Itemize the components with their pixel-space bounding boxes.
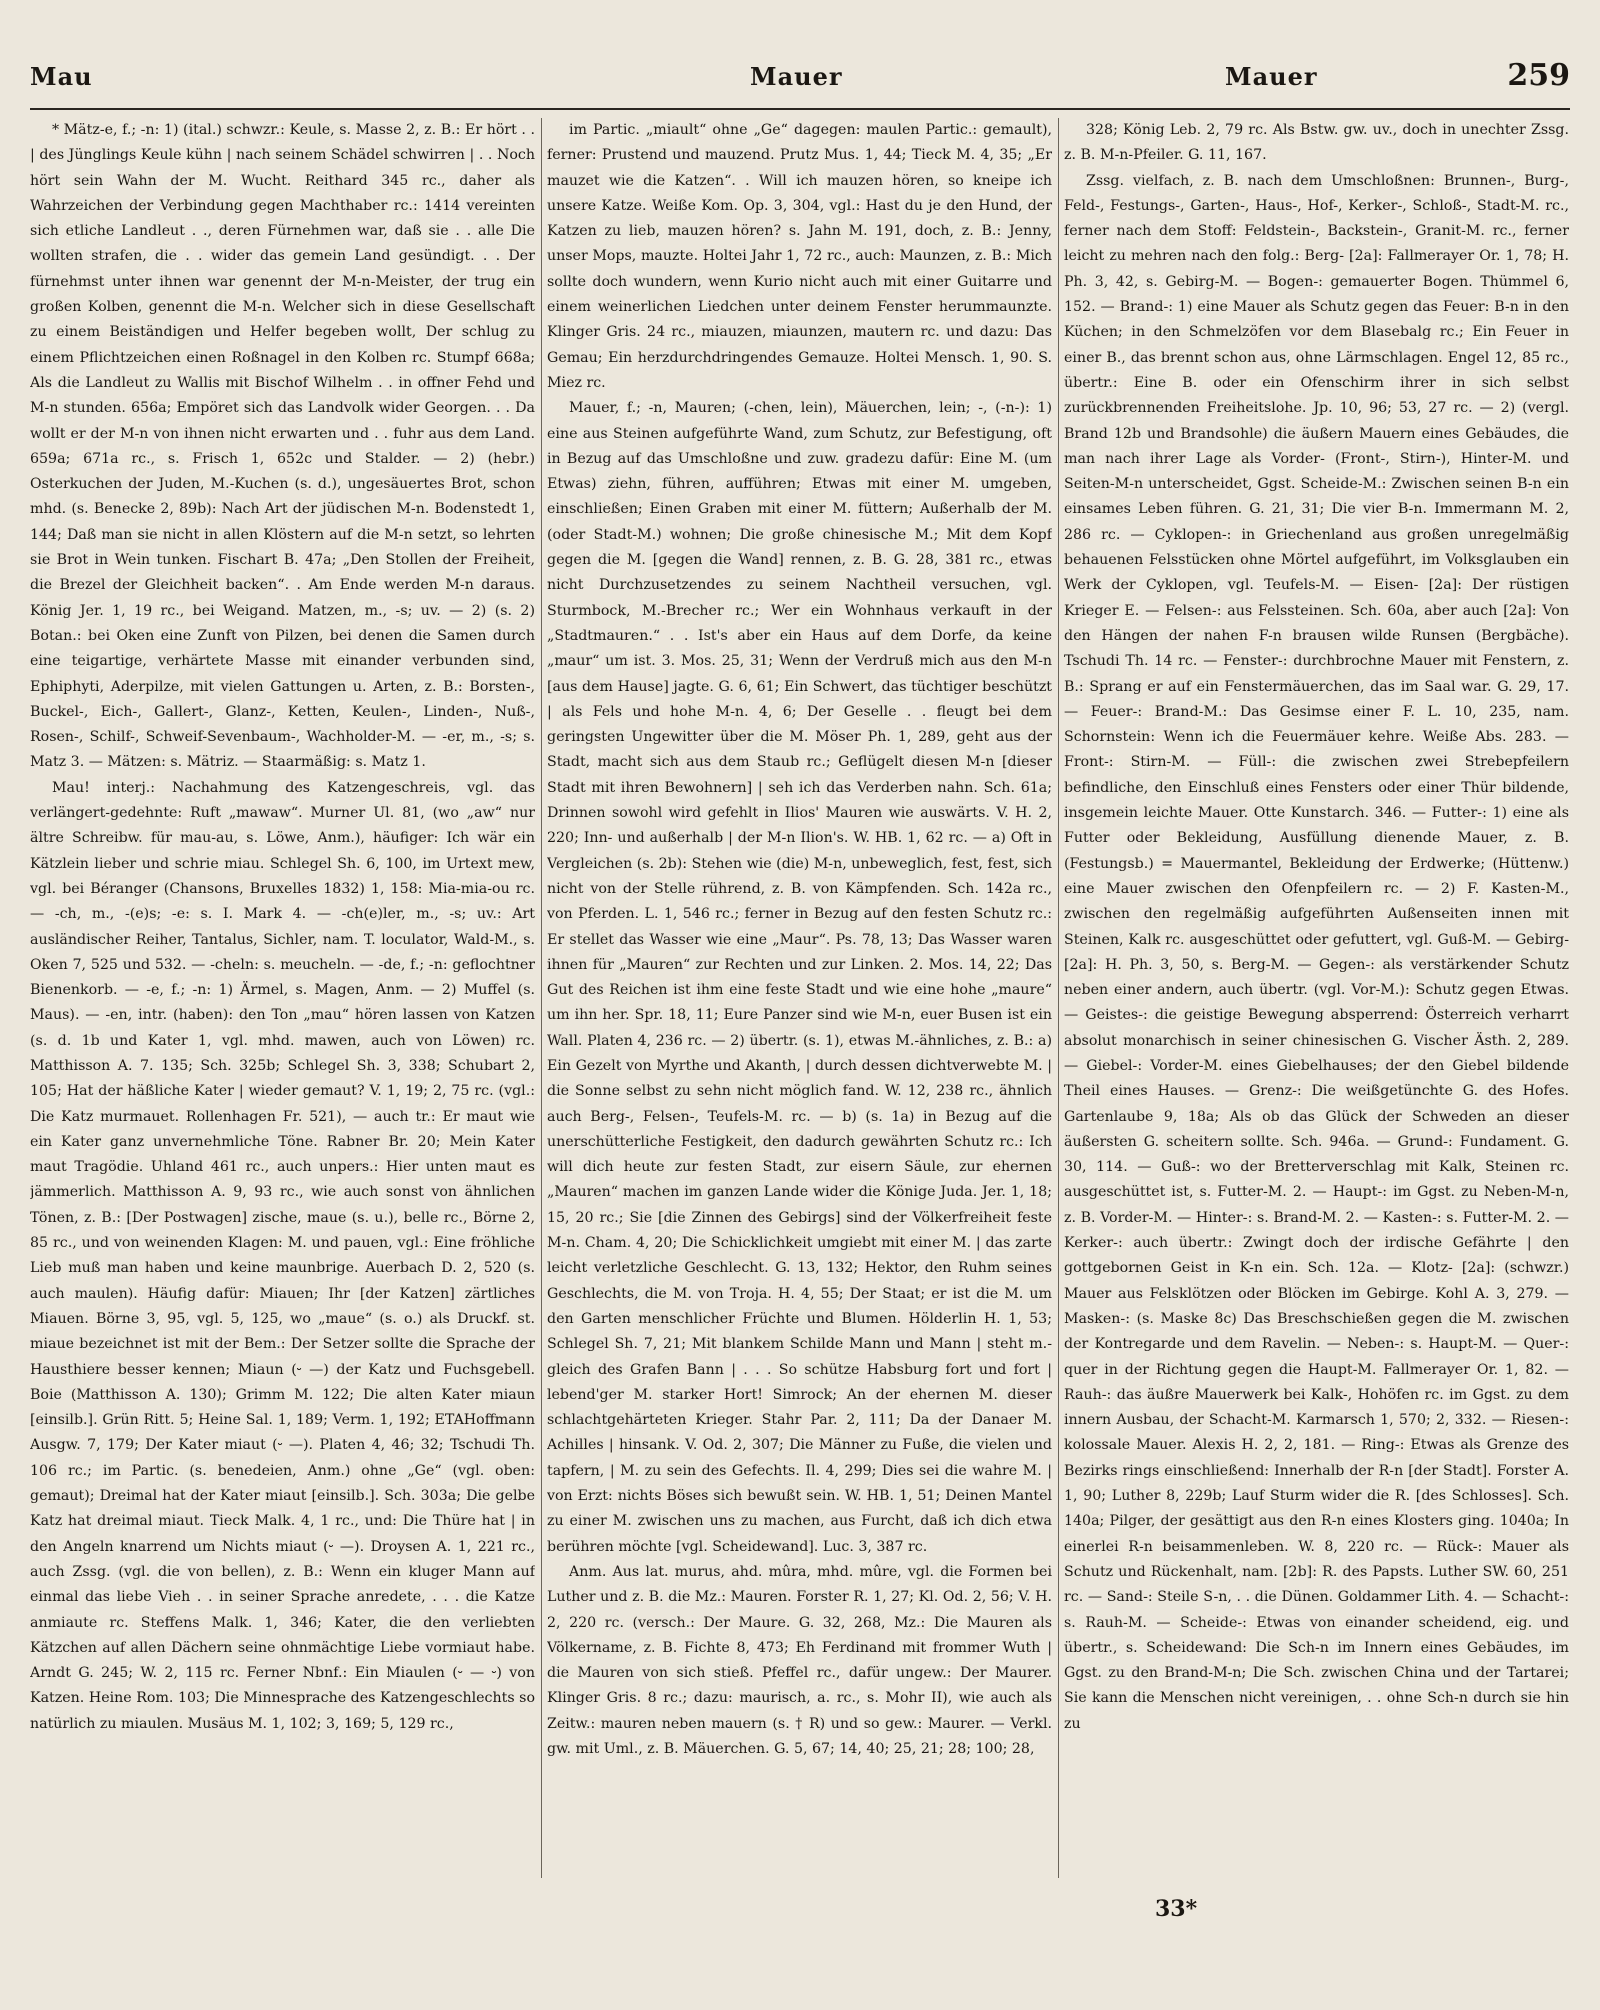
entry-paragraph: Mau! interj.: Nachahmung des Katzengeschreis, vgl. das verlängert-gedehnte: Ruft „mawaw“. Murner Ul. 81, (wo „aw“ nur ältre Schreibw. für mau-au, s. Löwe, Anm.), häufiger: Ich wär ein Kätzlein lieber und schrie miau. Schlegel Sh. 6, 100, im Urtext mew, vgl. bei Béranger (Chansons, Bruxelles 1832) 1, 158: Mia-mia-ou rc. — -ch, m., -(e)s; -e: s. I. Mark 4. — -ch(e)ler, m., -s; uv.: Art ausländischer Reiher, Tantalus, Sichler, nam. T. loculator, Wald-M., s. Oken 7, 525 und 532. — -cheln: s. meucheln. — -de, f.; -n: geflochtner Bienenkorb. — -e, f.; -n: 1) Ärmel, s. Magen, Anm. — 2) Muffel (s. Maus). — -en, intr. (haben): den Ton „mau“ hören lassen von Katzen (s. d. 1b und Kater 1, vgl. mhd. mawen, auch von Löwen) rc. Matthisson A. 7. 135; Sch. 325b; Schlegel Sh. 3, 338; Schubart 2, 105; Hat der häßliche Kater | wieder gemaut? V. 1, 19; 2, 75 rc. (vgl.: Die Katz murmauet. Rollenhagen Fr. 521), — auch tr.: Er maut wie ein Kater ganz unvernehmliche Töne. Rabner Br. 20; Mein Kater maut Tragödie. Uhland 461 rc., auch unpers.: Hier unten maut es jämmerlich. Matthisson A. 9, 93 rc., wie auch sonst von ähnlichen Tönen, z. B.: [Der Postwagen] zische, maue (s. u.), belle rc., Börne 2, 85 rc., und von weinenden Klagen: M. und pauen, vgl.: Eine fröhliche Lieb muß man haben und keine maunbrige. Auerbach D. 2, 520 (s. auch maulen). Häufig dafür: Miauen; Ihr [der Katzen] zärtliches Miauen. Börne 3, 95, vgl. 5, 125, wo „maue“ (s. o.) als Druckf. st. miaue bezeichnet ist mit der Bem.: Der Setzer sollte die Sprache der Hausthiere besser kennen; Miaun (⏑ —) der Katz und Fuchsgebell. Boie (Matthisson A. 130); Grimm M. 122; Die alten Kater miaun [einsilb.]. Grün Ritt. 5; Heine Sal. 1, 189; Verm. 1, 192; ETAHoffmann Ausgw. 7, 179; Der Kater miaut (⏑ —). Platen 4, 46; 32; Tschudi Th. 106 rc.; im Partic. (s. benedeien, Anm.) ohne „Ge“ (vgl. oben: gemaut); Dreimal hat der Kater miaut [einsilb.]. Sch. 303a; Die gelbe Katz hat dreimal miaut. Tieck Malk. 4, 1 rc., und: Die Thüre hat | in den Angeln knarrend um Nichts miaut (⏑ —). Droysen A. 1, 221 rc., auch Zssg. (vgl. die von bellen), z. B.: Wenn ein kluger Mann auf einmal das liebe Vieh . . in seiner Sprache anredete, . . . die Katze anmiaute rc. Steffens Malk. 1, 346; Kater, die den verliebten Kätzchen auf allen Dächern seine ohnmächtige Liebe vormiaut habe. Arndt G. 245; W. 2, 115 rc. Ferner Nbnf.: Ein Miaulen (⏑ — ⏑) von Katzen. Heine Rom. 103; Die Minnesprache des Katzengeschlechts so natürlich zu miaulen. Musäus M. 1, 102; 3, 169; 5, 129 rc., xyxy=(30,779,535,1732)
column-1 xyxy=(30,118,535,1878)
column-divider xyxy=(1058,118,1059,1878)
running-head-center: Mauer xyxy=(750,62,843,91)
entry-paragraph: Anm. Aus lat. murus, ahd. mûra, mhd. mûre, vgl. die Formen bei Luther und z. B. die Mz.: Mauren. Forster R. 1, 27; Kl. Od. 2, 56; V. H. 2, 220 rc. (versch.: Der Maure. G. 32, 268, Mz.: Die Mauren als Völkername, z. B. Fichte 8, 473; Eh Ferdinand mit frommer Wuth | die Mauren von sich stieß. Pfeffel rc., dafür ungew.: Der Maurer. Klinger Gris. 8 rc.; dazu: maurisch, a. rc., s. Mohr II), wie auch als Zeitw.: mauren neben mauern (s. † R) und so gew.: Maurer. — Verkl. gw. mit Uml., z. B. Mäuerchen. G. 5, 67; 14, 40; 25, 21; 28; 100; 28, xyxy=(547,1563,1052,1757)
column-2 xyxy=(547,118,1052,1878)
header-rule xyxy=(30,108,1570,110)
column-divider xyxy=(541,118,542,1878)
text-columns xyxy=(30,118,1570,1878)
column-3 xyxy=(1064,118,1569,1878)
entry-paragraph: 328; König Leb. 2, 79 rc. Als Bstw. gw. uv., doch in unechter Zssg. z. B. M-n-Pfeiler. G. 11, 167. xyxy=(1064,122,1569,164)
signature-mark: 33* xyxy=(1155,1896,1198,1922)
entry-paragraph: * Mätz-e, f.; -n: 1) (ital.) schwzr.: Keule, s. Masse 2, z. B.: Er hört . . | des Jünglings Keule kühn | nach seinem Schädel schwirren | . . Noch hört sein Wahn der M. Wucht. Reithard 345 rc., daher als Wahrzeichen der Verbindung gegen Machthaber rc.: 1414 vereinten sich etliche Landleut . ., deren Fürnehmen war, daß sie . . alle Die wollten strafen, die . . wider das gemein Land gesündigt. . . Der fürnehmst unter ihnen war genennt der M-n-Meister, der trug ein großen Kolben, genennt die M-n. Welcher sich in diese Gesellschaft zu einem Beiständigen und Helfer begeben wollt, Der schlug zu einem Pflichtzeichen einen Roßnagel in den Kolben rc. Stumpf 668a; Als die Landleut zu Wallis mit Bischof Wilhelm . . in offner Fehd und M-n stunden. 656a; Empöret sich das Landvolk wider Georgen. . . Da wollt er der M-n von ihnen nicht erwarten und . . fuhr aus dem Land. 659a; 671a rc., s. Frisch 1, 652c und Stalder. — 2) (hebr.) Osterkuchen der Juden, M.-Kuchen (s. d.), ungesäuertes Brot, schon mhd. (s. Benecke 2, 89b): Nach Art der jüdischen M-n. Bodenstedt 1, 144; Daß man sie nicht in allen Klöstern auf die M-n setzt, so lehrten sie Brot in Wein tunken. Fischart B. 47a; „Den Stollen der Freiheit, die Brezel der Gleichheit backen“. . Am Ende werden M-n daraus. König Jer. 1, 19 rc., bei Weigand. Matzen, m., -s; uv. — 2) (s. 2) Botan.: bei Oken eine Zunft von Pilzen, bei denen die Samen durch eine teigartige, verhärtete Masse mit einander verbunden sind, Ephiphyti, Aderpilze, mit vielen Gattungen u. Arten, z. B.: Borsten-, Buckel-, Eich-, Gallert-, Glanz-, Ketten, Keulen-, Linden-, Nuß-, Rosen-, Schilf-, Schweif-Sevenbaum-, Wachholder-M. — -er, m., -s; s. Matz 3. — Mätzen: s. Mätriz. — Staarmäßig: s. Matz 1. xyxy=(30,122,535,771)
running-head-left: Mau xyxy=(30,62,93,91)
entry-paragraph: Zssg. vielfach, z. B. nach dem Umschloßnen: Brunnen-, Burg-, Feld-, Festungs-, Garten-, Haus-, Hof-, Kerker-, Schloß-, Stadt-M. rc., ferner nach dem Stoff: Feldstein-, Backstein-, Granit-M. rc., ferner leicht zu mehren nach den folg.: Berg- [2a]: Fallmerayer Or. 1, 78; H. Ph. 3, 42, s. Gebirg-M. — Bogen-: gemauerter Bogen. Thümmel 6, 152. — Brand-: 1) eine Mauer als Schutz gegen das Feuer: B-n in den Küchen; in den Schmelzöfen vor dem Blasebalg rc.; Ein Feuer in einer B., das brennt schon aus, ohne Lärmschlagen. Engel 12, 85 rc., übertr.: Eine B. oder ein Ofenschirm ihrer in sich selbst zurückbrennenden Freiheitslohe. Jp. 10, 96; 53, 27 rc. — 2) (vergl. Brand 12b und Brandsohle) die äußern Mauern eines Gebäudes, die man nach ihrer Lage als Vorder- (Front-, Stirn-), Hinter-M. und Seiten-M-n unterscheidet, Ggst. Scheide-M.: Zwischen seinen B-n ein einsames Leben führen. G. 21, 31; Die vier B-n. Immermann M. 2, 286 rc. — Cyklopen-: in Griechenland aus großen unregelmäßig behauenen Felsstücken ohne Mörtel aufgeführt, im Volksglauben ein Werk der Cyklopen, vgl. Teufels-M. — Eisen- [2a]: Der rüstigen Krieger E. — Felsen-: aus Felssteinen. Sch. 60a, aber auch [2a]: Von den Hängen der nahen F-n brausen wilde Runsen (Bergbäche). Tschudi Th. 14 rc. — Fenster-: durchbrochne Mauer mit Fenstern, z. B.: Sprang er auf ein Fenstermäuerchen, das im Saal war. G. 29, 17. — Feuer-: Brand-M.: Das Gesimse einer F. L. 10, 235, nam. Schornstein: Wenn ich die Feuermäuer kehre. Weiße Abs. 283. — Front-: Stirn-M. — Füll-: die zwischen zwei Strebepfeilern befindliche, den Einschluß eines Fensters oder einer Thür bildende, insgemein leichte Mauer. Otte Kunstarch. 346. — Futter-: 1) eine als Futter oder Bekleidung, Ausfüllung dienende Mauer, z. B. (Festungsb.) = Mauermantel, Bekleidung der Erdwerke; (Hüttenw.) eine Mauer zwischen den Ofenpfeilern rc. — 2) F. Kasten-M., zwischen den regelmäßig aufgeführten Außenseiten innen mit Steinen, Kalk rc. ausgeschüttet oder gefuttert, vgl. Guß-M. — Gebirg- [2a]: H. Ph. 3, 50, s. Berg-M. — Gegen-: als verstärkender Schutz neben einer andern, auch übertr. (vgl. Vor-M.): Schutz gegen Etwas. — Geistes-: die geistige Bewegung absperrend: Österreich verharrt absolut monarchisch in seiner chinesischen G. Vischer Ästh. 2, 289. — Giebel-: Vorder-M. eines Giebelhauses; der den Giebel bildende Theil eines Hauses. — Grenz-: Die weißgetünchte G. des Hofes. Gartenlaube 9, 18a; Als ob das Glück der Schweden an dieser äußersten G. scheitern sollte. Sch. 946a. — Grund-: Fundament. G. 30, 114. — Guß-: wo der Bretterverschlag mit Kalk, Steinen rc. ausgeschüttet ist, s. Futter-M. 2. — Haupt-: im Ggst. zu Neben-M-n, z. B. Vorder-M. — Hinter-: s. Brand-M. 2. — Kasten-: s. Futter-M. 2. — Kerker-: auch übertr.: Zwingt doch der irdische Gefährte | den gottgebornen Geist in K-n ein. Sch. 12a. — Klotz- [2a]: (schwzr.) Mauer aus Felsklötzen oder Blöcken im Gebirge. Kohl A. 3, 279. — Masken-: (s. Maske 8c) Das Breschschießen gegen die M. zwischen der Kontregarde und dem Ravelin. — Neben-: s. Haupt-M. — Quer-: quer in der Richtung gegen die Haupt-M. Fallmerayer Or. 1, 82. — Rauh-: das äußre Mauerwerk bei Kalk-, Hohöfen rc. im Ggst. zu dem innern Ausbau, der Schacht-M. Karmarsch 1, 570; 2, 332. — Riesen-: kolossale Mauer. Alexis H. 2, 2, 181. — Ring-: Etwas als Grenze des Bezirks rings einschließend: Innerhalb der R-n [der Stadt]. Forster A. 1, 90; Luther 8, 229b; Lauf Sturm wider die R. [des Schlosses]. Sch. 140a; Pilger, der gesättigt aus den R-n eines Klosters ging. 1040a; In einerlei R-n beisammenleben. W. 8, 220 rc. — Rück-: Mauer als Schutz und Rückenhalt, nam. [2b]: R. des Papsts. Luther SW. 60, 251 rc. — Sand-: Steile S-n, . . die Dünen. Goldammer Lith. 4. — Schacht-: s. Rauh-M. — Scheide-: Etwas von einander scheidend, eig. und übertr., s. Scheidewand: Die Sch-n im Innern eines Gebäudes, im Ggst. zu den Brand-M-n; Die Sch. zwischen China und der Tartarei; Sie kann die Menschen nicht vereinigen, . . ohne Sch-n durch sie hin zu xyxy=(1064,172,1569,1732)
entry-paragraph: Mauer, f.; -n, Mauren; (-chen, lein), Mäuerchen, lein; -, (-n-): 1) eine aus Steinen aufgeführte Wand, zum Schutz, zur Befestigung, oft in Bezug auf das Umschloßne und zuw. gradezu dafür: Eine M. (um Etwas) ziehn, führen, aufführen; Etwas mit einer M. umgeben, einschließen; Einen Graben mit einer M. füttern; Außerhalb der M. (oder Stadt-M.) wohnen; Die große chinesische M.; Mit dem Kopf gegen die M. [gegen die Wand] rennen, z. B. G. 28, 381 rc., etwas nicht Durchzusetzendes zu seinem Nachtheil versuchen, vgl. Sturmbock, M.-Brecher rc.; Wer ein Wohnhaus verkauft in der „Stadtmauren.“ . . Ist's aber ein Haus auf dem Dorfe, da keine „maur“ um ist. 3. Mos. 25, 31; Wenn der Verdruß mich aus den M-n [aus dem Hause] jagte. G. 6, 61; Ein Schwert, das tüchtiger beschützt | als Fels und hohe M-n. 4, 6; Der Geselle . . fleugt bei dem geringsten Ungewitter über die M. Möser Ph. 1, 289, geht aus der Stadt, macht sich aus dem Staub rc.; Geflügelt diesen M-n [dieser Stadt mit ihren Bewohnern] | seh ich das Verderben nahn. Sch. 61a; Drinnen sowohl wird gefehlt in Ilios' Mauren wie auswärts. V. H. 2, 220; Inn- und außerhalb | der M-n Ilion's. W. HB. 1, 62 rc. — a) Oft in Vergleichen (s. 2b): Stehen wie (die) M-n, unbeweglich, fest, fest, sich nicht von der Stelle rührend, z. B. von Kämpfenden. Sch. 142a rc., von Pferden. L. 1, 546 rc.; ferner in Bezug auf den festen Schutz rc.: Er stellet das Wasser wie eine „Maur“. Ps. 78, 13; Das Wasser waren ihnen für „Mauren“ zur Rechten und zur Linken. 2. Mos. 14, 22; Das Gut des Reichen ist ihm eine feste Stadt und wie eine hohe „maure“ um ihn her. Spr. 18, 11; Eure Panzer sind wie M-n, euer Busen ist ein Wall. Platen 4, 236 rc. — 2) übertr. (s. 1), etwas M.-ähnliches, z. B.: a) Ein Gezelt von Myrthe und Akanth, | durch dessen dichtverwebte M. | die Sonne selbst zu sehn nicht möglich fand. W. 12, 238 rc., ähnlich auch Berg-, Felsen-, Teufels-M. rc. — b) (s. 1a) in Bezug auf die unerschütterliche Festigkeit, den dadurch gewährten Schutz rc.: Ich will dich heute zur festen Stadt, zur eisern Säule, zur ehernen „Mauren“ machen im ganzen Lande wider die Könige Juda. Jer. 1, 18; 15, 20 rc.; Sie [die Zinnen des Gebirgs] sind der Völkerfreiheit feste M-n. Cham. 4, 20; Die Schicklichkeit umgiebt mit einer M. | das zarte leicht verletzliche Geschlecht. G. 13, 132; Hektor, den Ruhm seines Geschlechts, die M. von Troja. H. 4, 55; Der Staat; er ist die M. um den Garten menschlicher Früchte und Blumen. Hölderlin H. 1, 53; Schlegel Sh. 7, 21; Mit blankem Schilde Mann und Mann | steht m.-gleich des Grafen Bann | . . . So schütze Habsburg fort und fort | lebend'ger M. starker Hort! Simrock; An der ehernen M. dieser schlachtgehärteten Krieger. Stahr Par. 2, 111; Da der Danaer M. Achilles | hinsank. V. Od. 2, 307; Die Männer zu Fuße, die vielen und tapfern, | M. zu sein des Gefechts. Il. 4, 299; Dies sei die wahre M. | von Erzt: nichts Böses sich bewußt sein. W. HB. 1, 51; Deinen Mantel zu einer M. zwischen uns zu machen, aus Furcht, daß ich dich etwa berühren möchte [vgl. Scheidewand]. Luc. 3, 387 rc. xyxy=(547,400,1052,1555)
running-head-right: Mauer xyxy=(1225,62,1318,91)
page-number: 259 xyxy=(1507,58,1570,93)
entry-paragraph: im Partic. „miault“ ohne „Ge“ dagegen: maulen Partic.: gemault), ferner: Prustend und mauzend. Prutz Mus. 1, 44; Tieck M. 4, 35; „Er mauzet wie die Katzen“. . Will ich mauzen hören, so kneipe ich unsere Katze. Weiße Kom. Op. 3, 304, vgl.: Hast du je den Hund, der Katzen zu lieb, mauzen hören? s. Jahn M. 191, doch, z. B.: Jenny, unser Mops, mauzte. Holtei Jahr 1, 72 rc., auch: Maunzen, z. B.: Mich sollte doch wundern, wenn Kurio nicht auch mit einer Guitarre und einem weinerlichen Liedchen unter deinem Fenster herummaunzte. Klinger Gris. 24 rc., miauzen, miaunzen, mautern rc. und dazu: Das Gemau; Ein herzdurchdringendes Gemauze. Holtei Mensch. 1, 90. S. Miez rc. xyxy=(547,122,1052,391)
page-header xyxy=(30,56,1570,100)
